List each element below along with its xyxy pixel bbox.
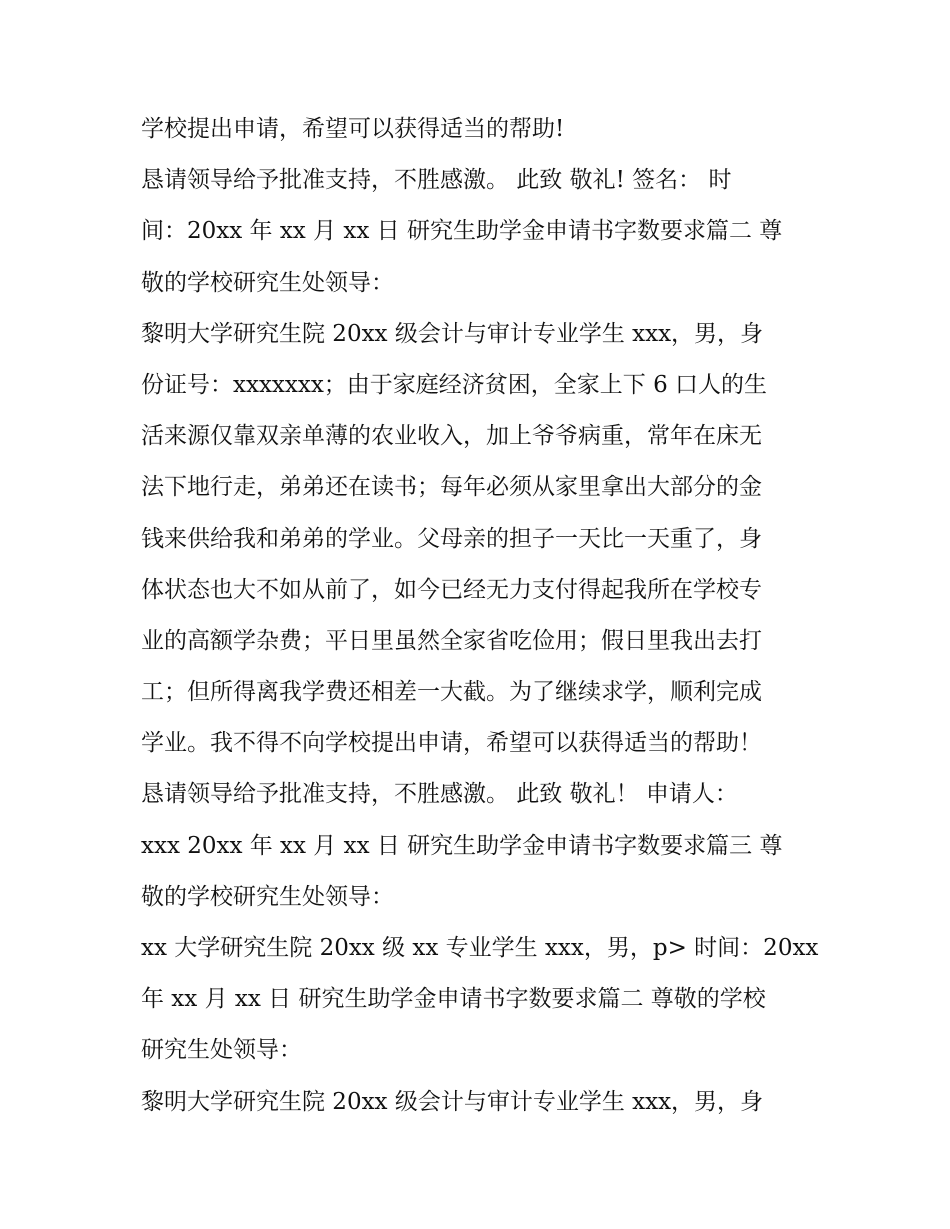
text-line: 体状态也大不如从前了，如今已经无力支付得起我所在学校专 (141, 576, 762, 603)
text-line: 敬的学校研究生处领导： (141, 883, 394, 910)
text-line: 黎明大学研究生院 20xx 级会计与审计专业学生 xxx，男，身 (141, 320, 764, 347)
text-line: 学校提出申请，希望可以获得适当的帮助! (141, 116, 565, 142)
text-line: 敬的学校研究生处领导： (141, 269, 394, 296)
text-line: 业的高额学杂费；平日里虽然全家省吃俭用；假日里我出去打 (141, 627, 762, 654)
text-line: 恳请领导给予批准支持，不胜感激。 此致 敬礼! 签名： 时 (141, 167, 732, 194)
text-line: xxx 20xx 年 xx 月 xx 日 研究生助学金申请书字数要求篇三 尊 (141, 832, 783, 859)
text-line: 恳请领导给予批准支持，不胜感激。 此致 敬礼！ 申请人： (141, 781, 738, 808)
document-body (141, 104, 821, 1128)
text-line: 黎明大学研究生院 20xx 级会计与审计专业学生 xxx，男，身 (141, 1088, 764, 1115)
text-line: 学业。我不得不向学校提出申请，希望可以获得适当的帮助！ (141, 730, 762, 757)
text-line: 钱来供给我和弟弟的学业。父母亲的担子一天比一天重了，身 (141, 525, 762, 552)
text-line: xx 大学研究生院 20xx 级 xx 专业学生 xxx，男，p> 时间：20xx (141, 935, 819, 961)
text-line: 法下地行走，弟弟还在读书；每年必须从家里拿出大部分的金 (141, 474, 762, 501)
text-line: 间：20xx 年 xx 月 xx 日 研究生助学金申请书字数要求篇二 尊 (141, 218, 783, 245)
text-line: 份证号：xxxxxxx；由于家庭经济贫困，全家上下 6 口人的生 (141, 371, 768, 398)
text-line: 年 xx 月 xx 日 研究生助学金申请书字数要求篇二 尊敬的学校 (141, 986, 766, 1013)
text-line: 活来源仅靠双亲单薄的农业收入，加上爷爷病重，常年在床无 (141, 423, 762, 450)
text-line: 研究生处领导： (141, 1037, 302, 1064)
text-line: 工；但所得离我学费还相差一大截。为了继续求学，顺利完成 (141, 679, 762, 706)
